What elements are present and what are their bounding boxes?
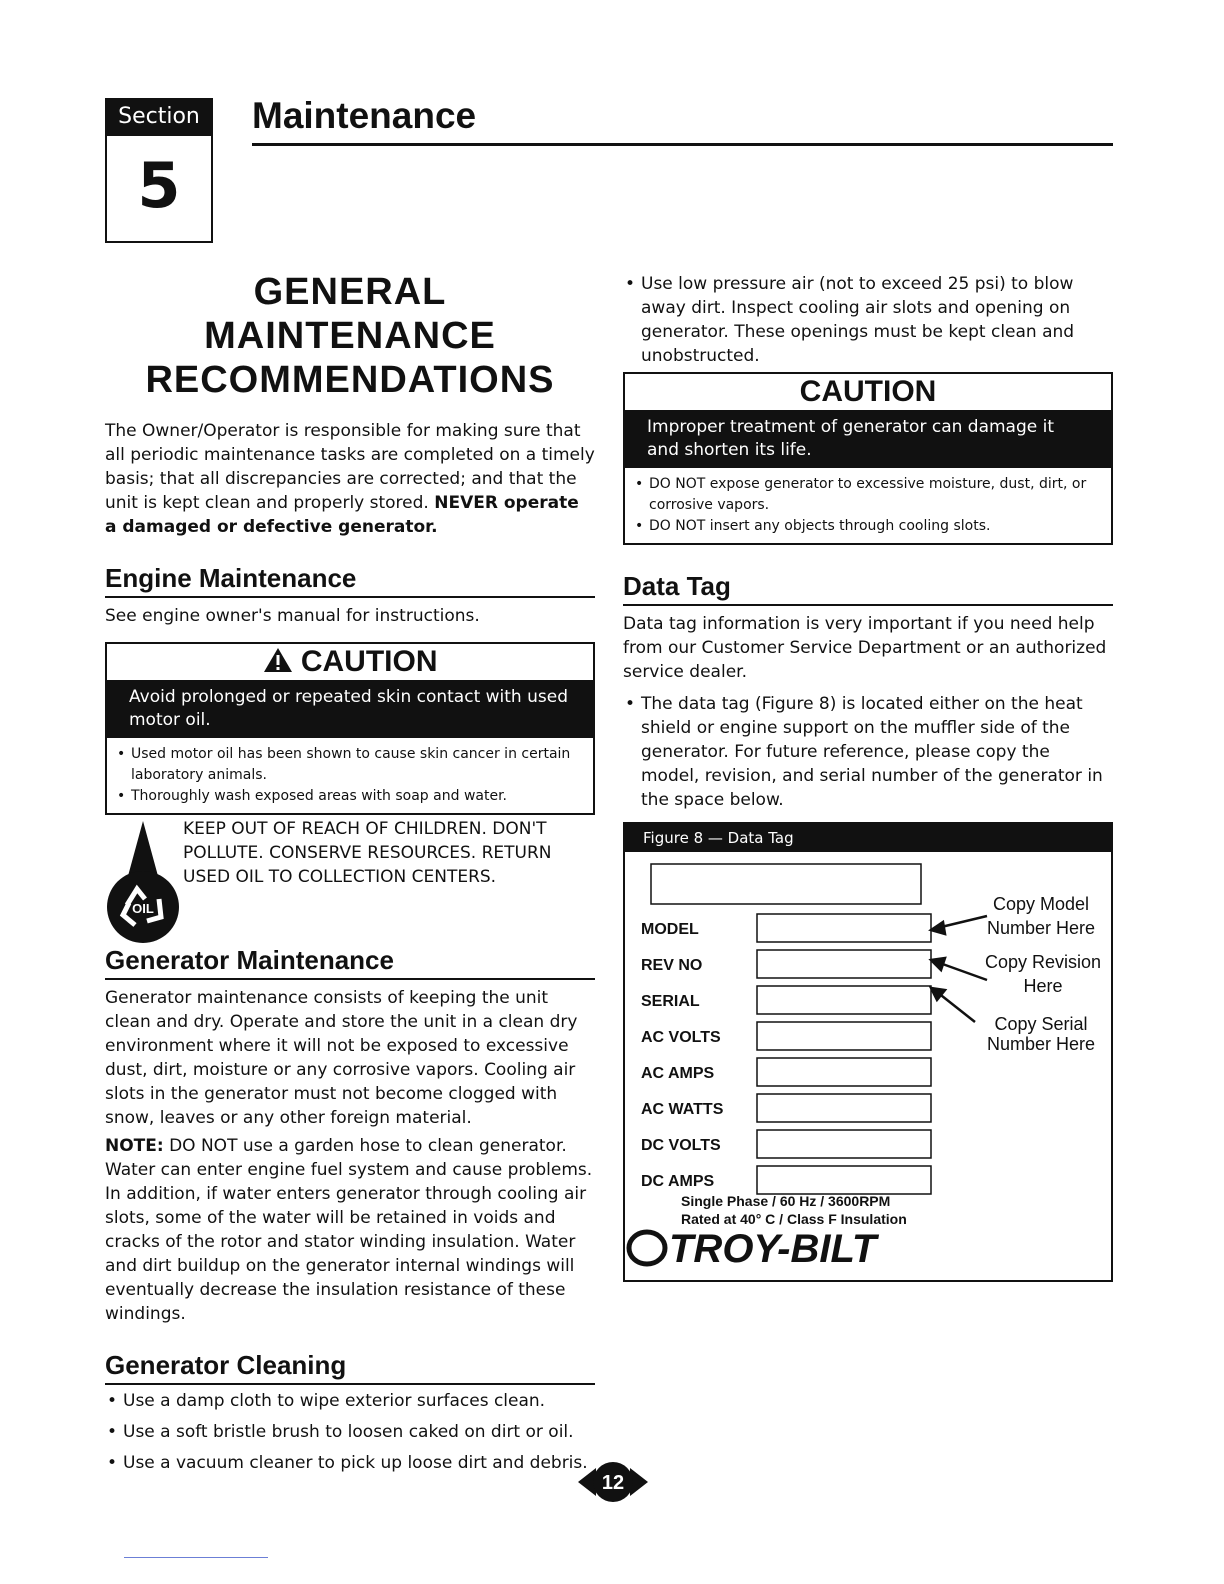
- general-intro-bold: NEVER operate a damaged or defective generator.: [105, 493, 579, 537]
- list-item: • DO NOT expose generator to excessive moisture, dust, dirt, or corrosive vapors.: [633, 474, 1103, 516]
- list-item: • Use low pressure air (not to exceed 25 psi) to blow away dirt. Inspect cooling air slots and opening on generator. These openings must be kept clean and unobstructed.: [623, 272, 1113, 368]
- list-item: • DO NOT insert any objects through cooling slots.: [633, 516, 1103, 537]
- tag-field-box: [757, 950, 931, 978]
- general-title: [105, 270, 595, 402]
- callout-serial-1: Copy Serial: [994, 1014, 1088, 1034]
- left-column: [105, 270, 595, 1475]
- air-list: [623, 272, 1113, 368]
- datatag-heading: Data Tag: [623, 571, 1113, 606]
- section-badge: [105, 98, 213, 243]
- brand-text: TROY-BILT: [669, 1227, 877, 1271]
- general-title-line1: GENERAL MAINTENANCE: [204, 271, 496, 357]
- generator-caution-list: [625, 468, 1111, 543]
- engine-caution-band: Avoid prolonged or repeated skin contact with used motor oil.: [107, 680, 593, 738]
- cleaning-list: [105, 1389, 595, 1475]
- generator-caution-title: CAUTION: [799, 375, 937, 408]
- engine-caution-list: [107, 738, 593, 813]
- troy-bilt-logo: [629, 1227, 880, 1271]
- callout-rev-2: Here: [1023, 976, 1063, 996]
- oil-icon-label: OIL: [132, 901, 154, 916]
- engine-text: See engine owner's manual for instructions.: [105, 606, 480, 626]
- general-intro-text: The Owner/Operator is responsible for making sure that all periodic maintenance tasks are completed on a timely basis; that all discrepancies are corrected; and that the unit is kept clean and properly stored.: [105, 421, 595, 513]
- tag-field-box: [757, 1166, 931, 1194]
- section-number: 5: [137, 149, 181, 222]
- tag-field-label: DC AMPS: [641, 1173, 715, 1190]
- engine-caution-title: CAUTION: [300, 645, 438, 678]
- spec-line-1: Single Phase / 60 Hz / 3600RPM: [681, 1193, 891, 1209]
- tag-field-label: AC AMPS: [641, 1065, 715, 1082]
- data-tag-figure: [623, 822, 1113, 1282]
- list-item: • The data tag (Figure 8) is located either on the heat shield or engine support on the muffler side of the generator. For future reference, please copy the model, revision, and serial number of the generator in the space below.: [623, 692, 1113, 812]
- tag-field-box: [757, 1058, 931, 1086]
- callout-arrows: [931, 916, 987, 1022]
- engine-heading: Engine Maintenance: [105, 563, 595, 598]
- tag-field-box: [757, 986, 931, 1014]
- tag-field-label: REV NO: [641, 957, 703, 974]
- tag-field-label: SERIAL: [641, 993, 700, 1010]
- generator-text: Generator maintenance consists of keeping the unit clean and dry. Operate and store the unit in a clean dry environment where it will not be exposed to excessive dust, dirt, moisture or any corrosive vapors. Cooling air slots in the generator must not become clogged with snow, leaves or any other foreign material.: [105, 988, 578, 1128]
- tag-field-label: MODEL: [641, 921, 699, 938]
- tag-fields: [641, 914, 931, 1194]
- page-number-badge: [578, 1460, 648, 1504]
- figure-caption: Figure 8 — Data Tag: [625, 824, 1111, 852]
- engine-caution-box: [105, 642, 595, 815]
- tag-top-box: [651, 864, 921, 904]
- recycle-text: KEEP OUT OF REACH OF CHILDREN. DON'T POLLUTE. CONSERVE RESOURCES. RETURN USED OIL TO COLLECTION CENTERS.: [183, 819, 552, 887]
- header-rule: [252, 143, 1113, 146]
- datatag-intro: Data tag information is very important if you need help from our Customer Service Department or an authorized service dealer.: [623, 614, 1107, 682]
- generator-note: [105, 1134, 595, 1326]
- generator-caution-band: Improper treatment of generator can damage it and shorten its life.: [625, 410, 1111, 468]
- engine-caution-title-row: [107, 644, 593, 680]
- list-item: • Used motor oil has been shown to cause skin cancer in certain laboratory animals.: [115, 744, 585, 786]
- warning-triangle-icon: [263, 647, 293, 673]
- tag-field-box: [757, 1094, 931, 1122]
- list-item: • Use a damp cloth to wipe exterior surfaces clean.: [105, 1389, 595, 1413]
- callout-rev-1: Copy Revision: [984, 952, 1102, 972]
- note-label: NOTE:: [105, 1136, 164, 1156]
- tag-field-label: DC VOLTS: [641, 1137, 721, 1154]
- callout-serial-2: Number Here: [986, 1034, 1096, 1054]
- spec-line-2: Rated at 40° C / Class F Insulation: [681, 1211, 907, 1227]
- general-intro: [105, 419, 595, 539]
- tag-field-label: AC WATTS: [641, 1101, 724, 1118]
- list-item: • Thoroughly wash exposed areas with soap and water.: [115, 786, 585, 807]
- page-number: 12: [601, 1472, 625, 1494]
- cleaning-heading: Generator Cleaning: [105, 1350, 595, 1385]
- tag-field-box: [757, 914, 931, 942]
- tag-field-label: AC VOLTS: [641, 1029, 721, 1046]
- page-title: Maintenance: [252, 95, 477, 136]
- right-column: [623, 272, 1113, 1282]
- generator-heading: Generator Maintenance: [105, 945, 595, 980]
- note-text: DO NOT use a garden hose to clean generator. Water can enter engine fuel system and cause problems. In addition, if water enters generator through cooling air slots, some of the water will be retained in voids and cracks of the rotor and stator winding insulation. Water and dirt buildup on the generator internal windings will eventually decrease the insulation resistance of these windings.: [105, 1136, 593, 1324]
- callout-model-2: Number Here: [986, 918, 1096, 938]
- callout-model-1: Copy Model: [992, 894, 1090, 914]
- tag-field-box: [757, 1022, 931, 1050]
- recycle-block: [105, 817, 595, 947]
- generator-caution-box: [623, 372, 1113, 545]
- footer-line: [124, 1557, 268, 1558]
- data-tag-diagram: [625, 854, 1111, 1282]
- section-label: Section: [107, 100, 211, 136]
- general-title-line2: RECOMMENDATIONS: [145, 359, 555, 401]
- list-item: • Use a vacuum cleaner to pick up loose dirt and debris.: [105, 1451, 595, 1475]
- oil-recycle-icon: [105, 817, 181, 947]
- datatag-list: [623, 692, 1113, 812]
- tag-field-box: [757, 1130, 931, 1158]
- list-item: • Use a soft bristle brush to loosen caked on dirt or oil.: [105, 1420, 595, 1444]
